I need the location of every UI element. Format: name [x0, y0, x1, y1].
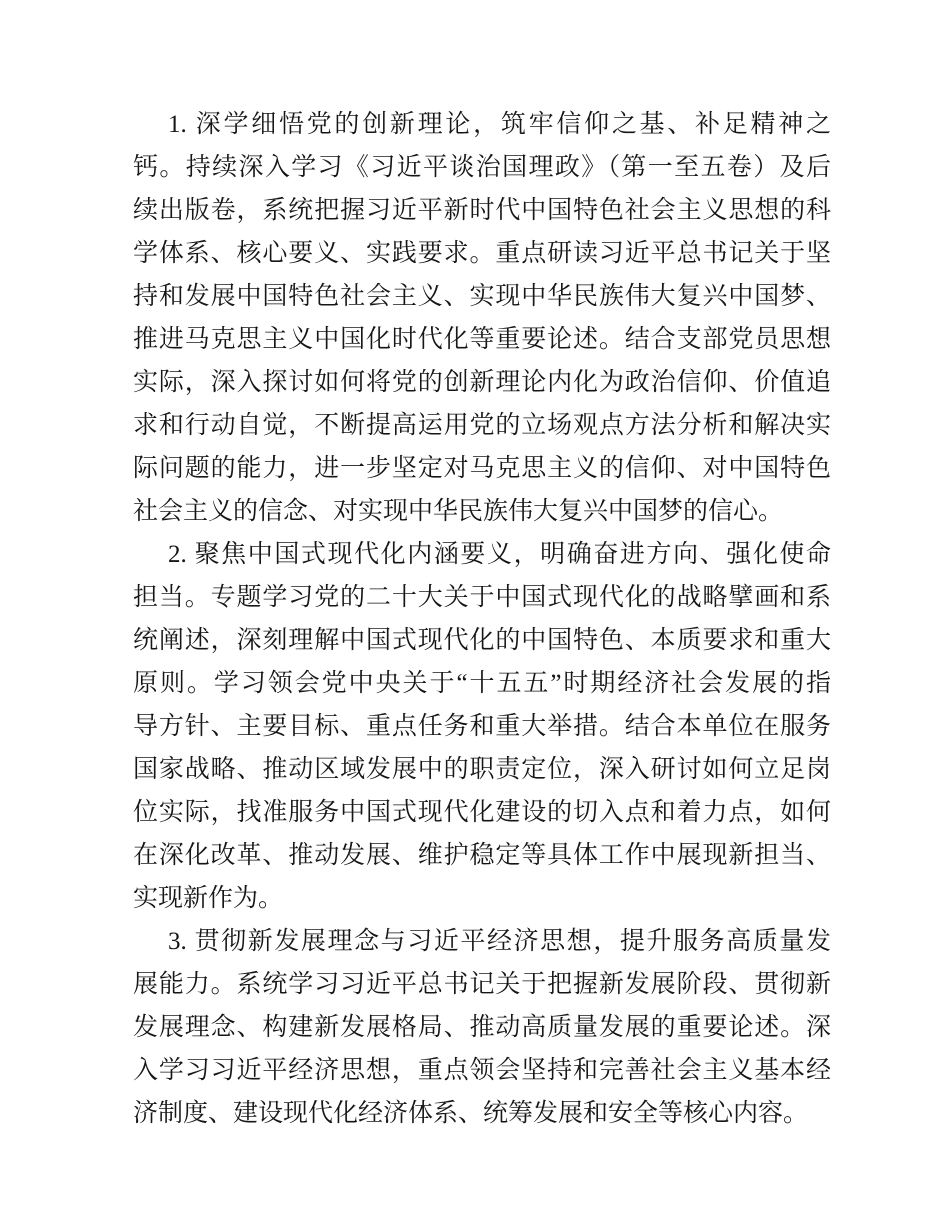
- paragraph-2: [133, 533, 831, 920]
- text-line: 统阐述，深刻理解中国式现代化的中国特色、本质要求和重大: [133, 627, 831, 654]
- text-line: 持和发展中国特色社会主义、实现中华民族伟大复兴中国梦、: [133, 283, 831, 310]
- text-line: 展能力。系统学习习近平总书记关于把握新发展阶段、贯彻新: [133, 971, 831, 998]
- text-line: 际问题的能力，进一步坚定对马克思主义的信仰、对中国特色: [133, 455, 831, 482]
- text-line: 国家战略、推动区域发展中的职责定位，深入研讨如何立足岗: [133, 756, 831, 783]
- text-line: 钙。持续深入学习《习近平谈治国理政》（第一至五卷）及后: [133, 154, 831, 181]
- text-line: 续出版卷，系统把握习近平新时代中国特色社会主义思想的科: [133, 197, 831, 224]
- text-line: 位实际，找准服务中国式现代化建设的切入点和着力点，如何: [133, 799, 831, 826]
- text-line: 社会主义的信念、对实现中华民族伟大复兴中国梦的信心。: [133, 498, 784, 525]
- text-line: 3. 贯彻新发展理念与习近平经济思想，提升服务高质量发: [168, 928, 831, 955]
- text-line: 学体系、核心要义、实践要求。重点研读习近平总书记关于坚: [133, 240, 831, 267]
- text-line: 原则。学习领会党中央关于“十五五”时期经济社会发展的指: [133, 670, 831, 697]
- paragraph-1: [133, 103, 831, 533]
- document-body: [133, 103, 831, 1135]
- text-line: 实际，深入探讨如何将党的创新理论内化为政治信仰、价值追: [133, 369, 831, 396]
- paragraph-3: [133, 920, 831, 1135]
- text-line: 发展理念、构建新发展格局、推动高质量发展的重要论述。深: [133, 1014, 831, 1041]
- text-line: 入学习习近平经济思想，重点领会坚持和完善社会主义基本经: [133, 1057, 831, 1084]
- text-line: 1. 深学细悟党的创新理论，筑牢信仰之基、补足精神之: [168, 111, 831, 138]
- text-line: 担当。专题学习党的二十大关于中国式现代化的战略擘画和系: [133, 584, 831, 611]
- text-line: 在深化改革、推动发展、维护稳定等具体工作中展现新担当、: [133, 842, 831, 869]
- text-line: 2. 聚焦中国式现代化内涵要义，明确奋进方向、强化使命: [168, 541, 831, 568]
- text-line: 求和行动自觉，不断提高运用党的立场观点方法分析和解决实: [133, 412, 831, 439]
- text-line: 实现新作为。: [133, 885, 284, 912]
- text-line: 导方针、主要目标、重点任务和重大举措。结合本单位在服务: [133, 713, 831, 740]
- text-line: 推进马克思主义中国化时代化等重要论述。结合支部党员思想: [133, 326, 831, 353]
- text-line: 济制度、建设现代化经济体系、统筹发展和安全等核心内容。: [133, 1100, 809, 1127]
